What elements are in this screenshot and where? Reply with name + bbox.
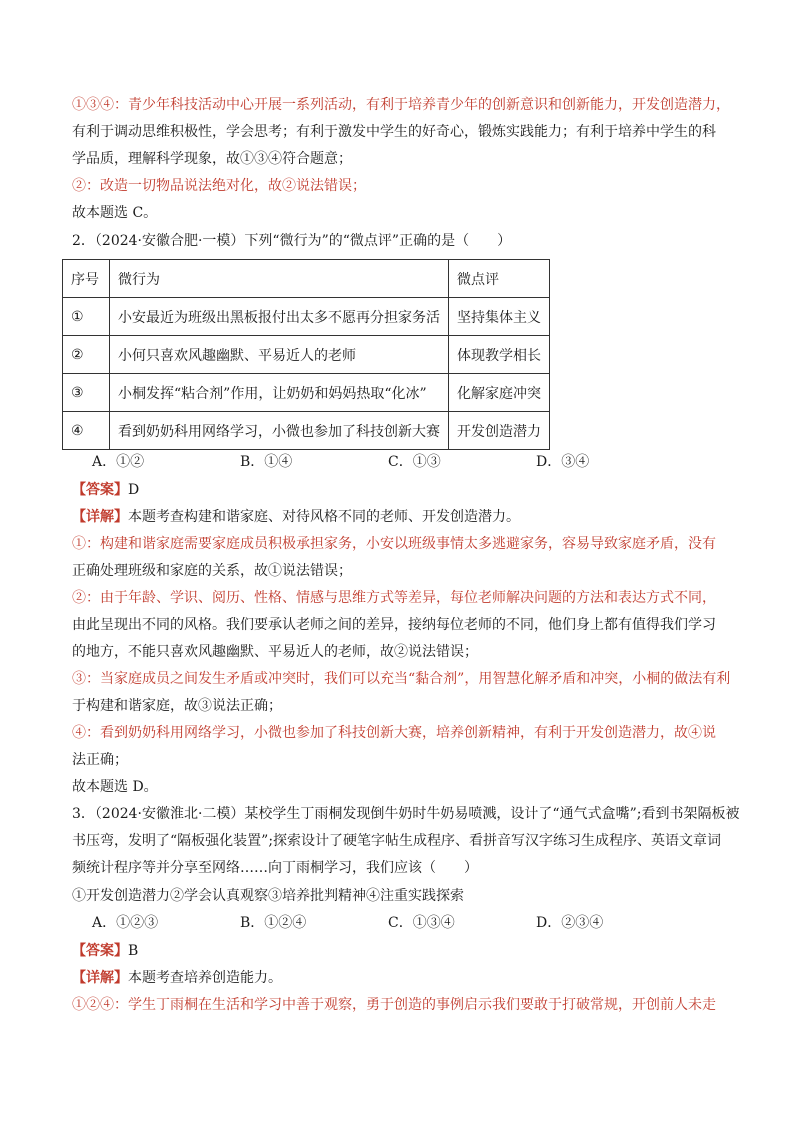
detail-tag: 【详解】 <box>72 970 128 986</box>
answer-tag: 【答案】 <box>72 943 128 959</box>
q2-explanation-line: 正确处理班级和家庭的关系，故①说法错误； <box>72 563 352 579</box>
table-cell: ① <box>63 298 110 336</box>
q1-explanation-line: 有利于调动思维积极性，学会思考；有利于激发中学生的好奇心，锻炼实践能力；有利于培养中学生的科 <box>72 124 716 140</box>
q3-detail <box>72 968 282 988</box>
option-a: A．①②③ <box>92 915 159 931</box>
table-row <box>63 374 550 412</box>
q1-explanation-line: ②：改造一切物品说法绝对化，故②说法错误； <box>72 178 366 194</box>
table-cell: 小安最近为班级出黑板报付出太多不愿再分担家务活 <box>110 298 449 336</box>
table-header-cell: 序号 <box>63 260 110 298</box>
detail-tag: 【详解】 <box>72 509 128 525</box>
option-c: C．①③④ <box>388 915 455 931</box>
detail-text: 本题考查构建和谐家庭、对待风格不同的老师、开发创造潜力。 <box>128 509 520 525</box>
q3-items: ①开发创造潜力②学会认真观察③培养批判精神④注重实践探索 <box>72 888 464 904</box>
table-cell: 小何只喜欢风趣幽默、平易近人的老师 <box>110 336 449 374</box>
table-cell: 坚持集体主义 <box>449 298 550 336</box>
table-header-cell: 微点评 <box>449 260 550 298</box>
option-b: B．①④ <box>240 454 293 470</box>
table-row <box>63 412 550 450</box>
table-cell: 体现教学相长 <box>449 336 550 374</box>
q2-explanation-line: 于构建和谐家庭，故③说法正确； <box>72 698 282 714</box>
q2-explanation-line: ①：构建和谐家庭需要家庭成员积极承担家务，小安以班级事情太多逃避家务，容易导致家庭矛盾，没有 <box>72 536 716 552</box>
q2-explanation-line: 法正确； <box>72 752 128 768</box>
option-b: B．①②④ <box>240 915 307 931</box>
q3-stem: 3．（2024·安徽淮北·二模）某校学生丁雨桐发现倒牛奶时牛奶易喷溅，设计了“通气式盒嘴”;看到书架隔板被 <box>72 806 740 822</box>
option-a: A．①② <box>92 454 145 470</box>
q2-answer <box>72 480 139 500</box>
q3-explanation-line: ①②④：学生丁雨桐在生活和学习中善于观察，勇于创造的事例启示我们要敢于打破常规，开创前人未走 <box>72 997 716 1013</box>
table-cell: 化解家庭冲突 <box>449 374 550 412</box>
q3-stem: 书压弯，发明了“隔板强化装置”;探索设计了硬笔字帖生成程序、看拼音写汉字练习生成程序、英语文章词 <box>72 833 722 849</box>
q2-explanation-line: 的地方，不能只喜欢风趣幽默、平易近人的老师，故②说法错误； <box>72 644 478 660</box>
answer-value: D <box>128 482 140 498</box>
option-d: D．②③④ <box>536 915 604 931</box>
q1-conclusion: 故本题选 C。 <box>72 205 158 221</box>
table-cell: 开发创造潜力 <box>449 412 550 450</box>
table-cell: ③ <box>63 374 110 412</box>
table-row <box>63 336 550 374</box>
table-header-cell: 微行为 <box>110 260 449 298</box>
q2-conclusion: 故本题选 D。 <box>72 779 158 795</box>
answer-tag: 【答案】 <box>72 482 128 498</box>
q2-explanation-line: ④：看到奶奶科用网络学习，小微也参加了科技创新大赛，培养创新精神，有利于开发创造潜力，故④说 <box>72 725 716 741</box>
q3-options <box>92 913 684 933</box>
option-d: D．③④ <box>536 454 590 470</box>
q2-explanation-line: ②：由于年龄、学识、阅历、性格、情感与思维方式等差异，每位老师解决问题的方法和表达方式不同， <box>72 590 716 606</box>
q2-options <box>92 452 684 472</box>
q2-explanation-line: 由此呈现出不同的风格。我们要承认老师之间的差异，接纳每位老师的不同，他们身上都有值得我们学习 <box>72 617 716 633</box>
q1-explanation-line: 学品质，理解科学现象，故①③④符合题意； <box>72 151 352 167</box>
q2-explanation-line: ③：当家庭成员之间发生矛盾或冲突时，我们可以充当“黏合剂”，用智慧化解矛盾和冲突，小桐的做法有利 <box>72 671 731 687</box>
table-cell: ② <box>63 336 110 374</box>
answer-value: B <box>128 943 139 959</box>
q1-explanation-line: ①③④：青少年科技活动中心开展一系列活动，有利于培养青少年的创新意识和创新能力，开发创造潜力， <box>72 97 730 113</box>
table-header-row <box>63 260 550 298</box>
q2-detail <box>72 507 520 527</box>
q3-answer <box>72 941 138 961</box>
q2-stem: 2．（2024·安徽合肥·一模）下列“微行为”的“微点评”正确的是（ ） <box>72 233 512 249</box>
table-row <box>63 298 550 336</box>
detail-text: 本题考查培养创造能力。 <box>128 970 282 986</box>
q3-stem: 频统计程序等并分享至网络……向丁雨桐学习，我们应该（ ） <box>72 860 478 876</box>
table-cell: 小桐发挥“粘合剂”作用，让奶奶和妈妈热取“化冰” <box>110 374 449 412</box>
option-c: C．①③ <box>388 454 441 470</box>
table-cell: ④ <box>63 412 110 450</box>
table-cell: 看到奶奶科用网络学习，小微也参加了科技创新大赛 <box>110 412 449 450</box>
q2-table <box>62 259 550 450</box>
